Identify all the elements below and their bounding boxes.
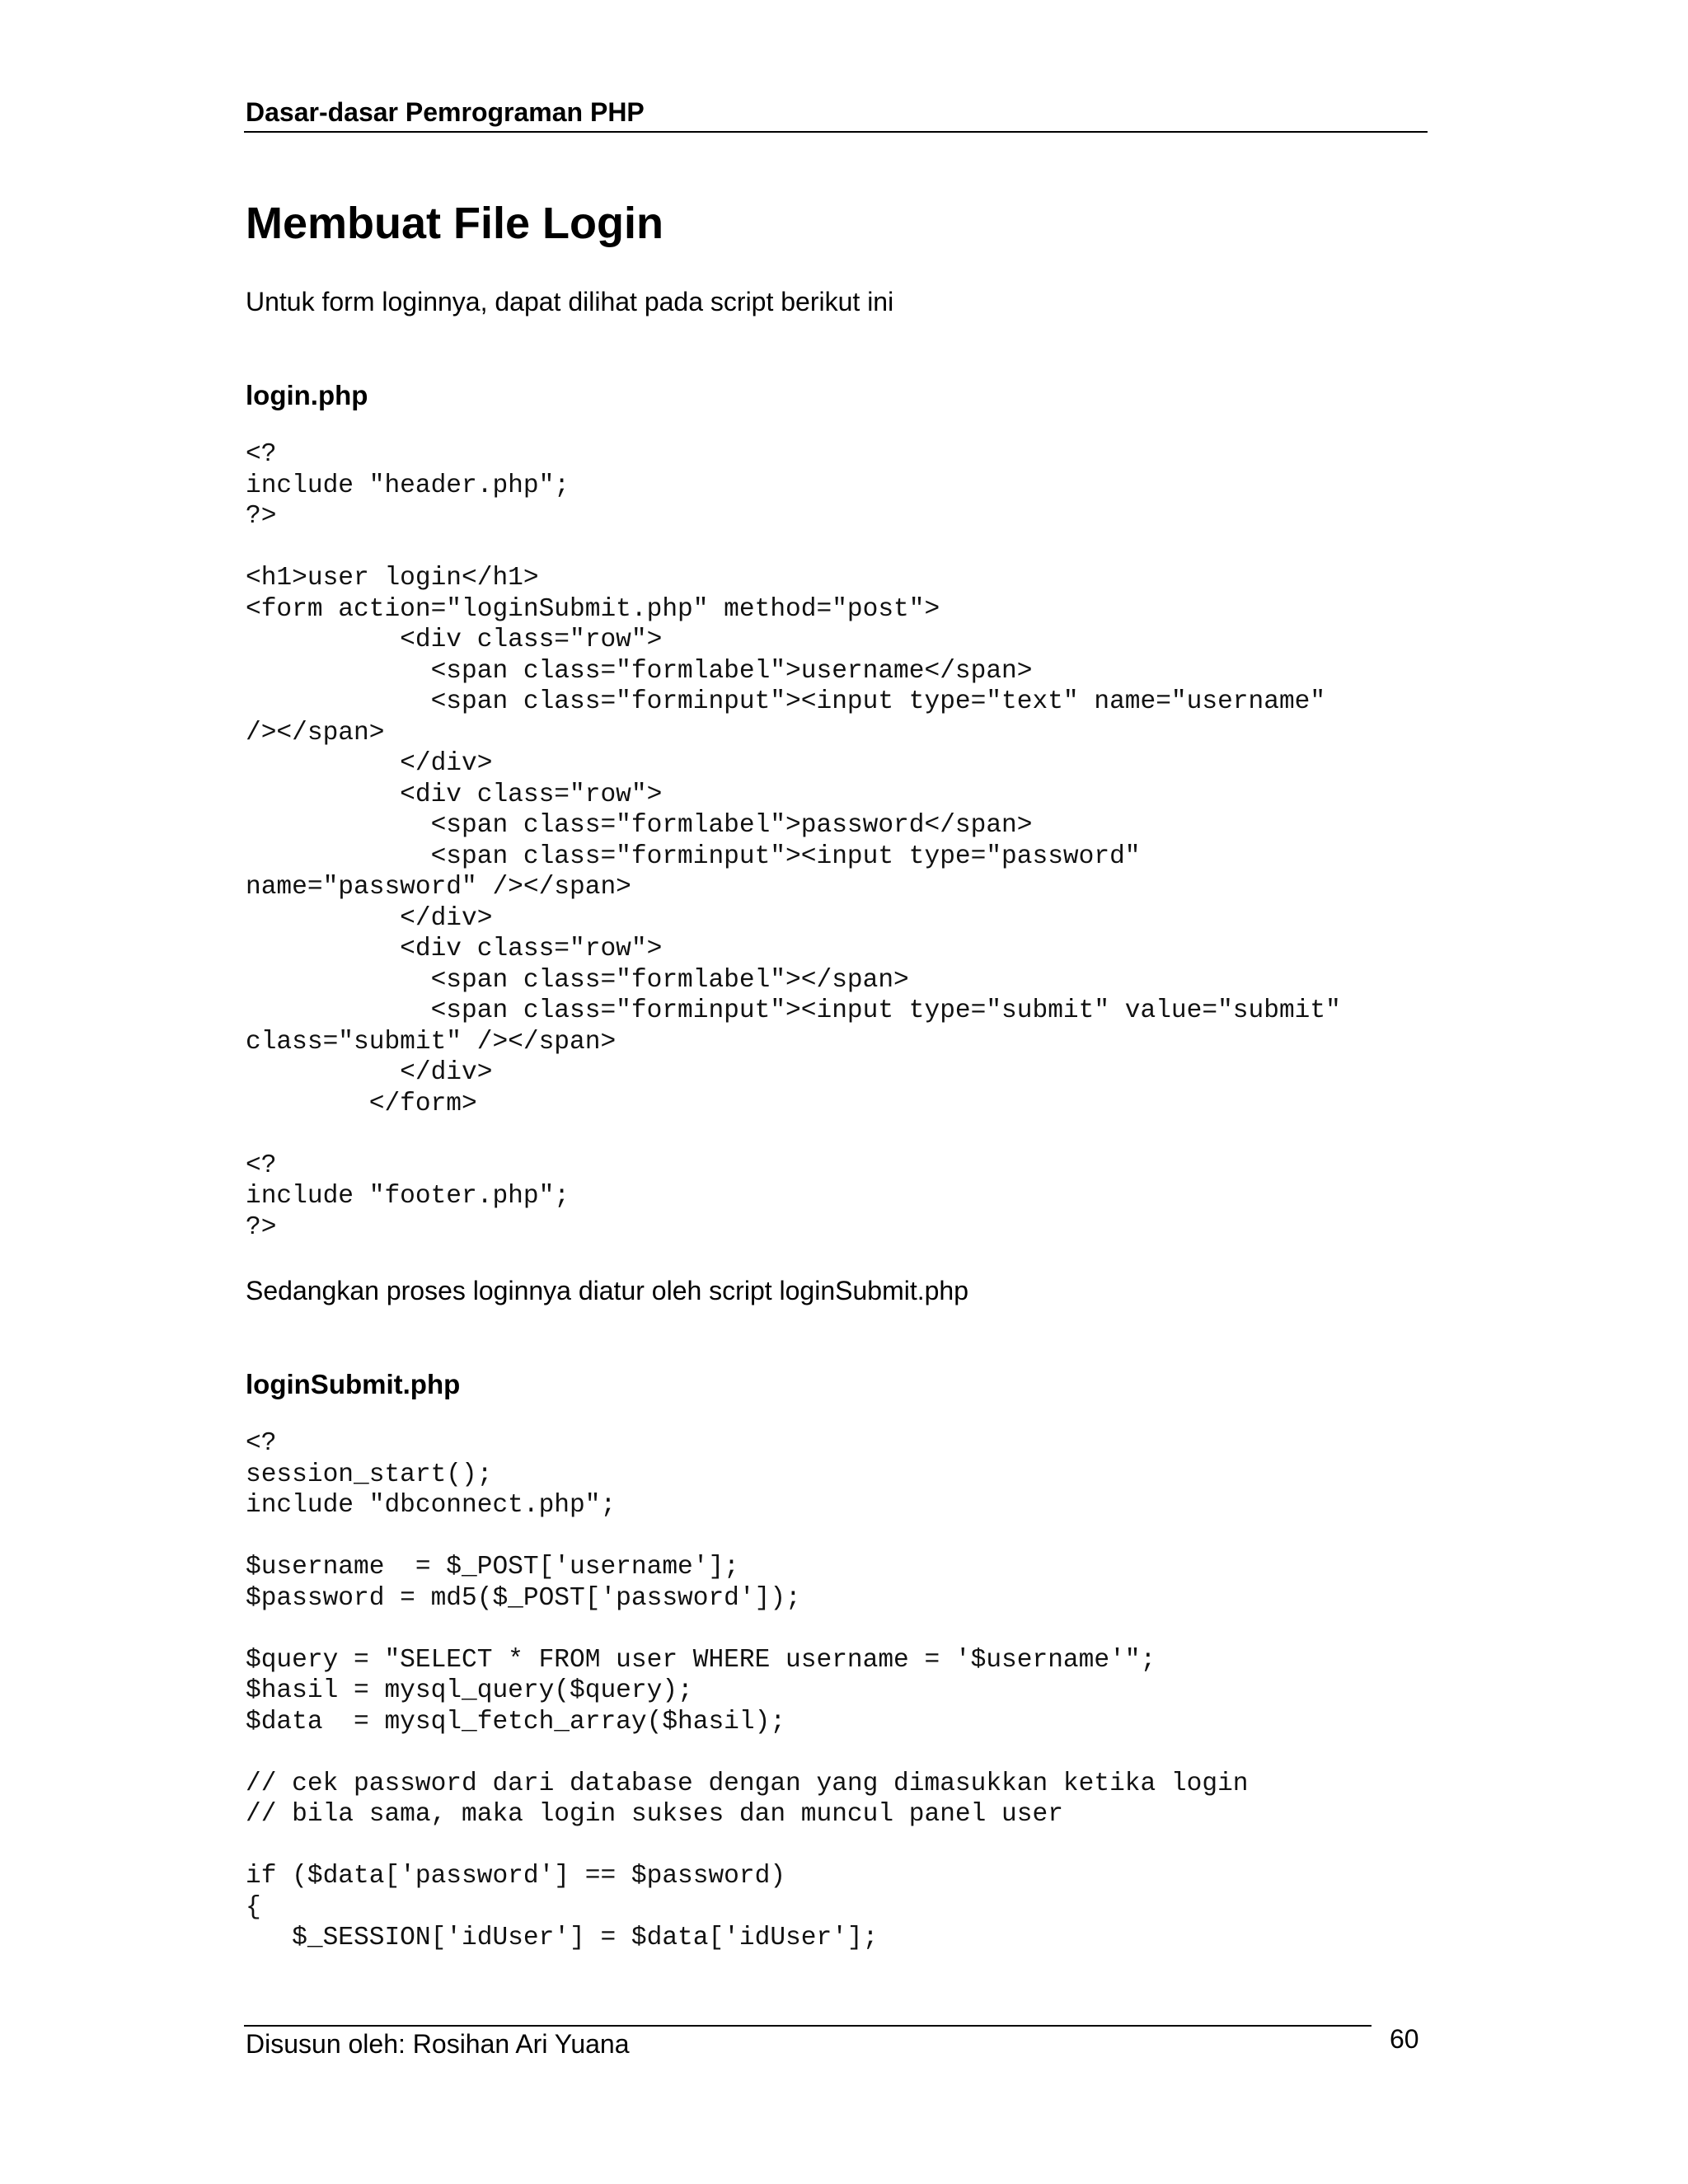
page-number: 60 [1390, 2024, 1419, 2054]
page-title: Membuat File Login [246, 199, 663, 248]
code-block-login: <? include "header.php"; ?> <h1>user login</h1> <form action="loginSubmit.php" method="post"> <div class="row"> <span class="formlabel">username</span> <span class="forminput"><input type="text" name="username" /></span> </div> <div class="row"> <span class="formlabel">password</span> <span class="forminput"><input type="password" name="password" /></span> </div> <div class="row"> <span class="formlabel"></span> <span class="forminput"><input type="submit" value="submit" class="submit" /></span> </div> </form> <? include "footer.php"; ?> [246, 440, 1341, 1242]
footer-author: Disusun oleh: Rosihan Ari Yuana [246, 2029, 630, 2059]
filename-heading-login: login.php [246, 380, 368, 410]
transition-paragraph: Sedangkan proses loginnya diatur oleh script loginSubmit.php [246, 1276, 968, 1305]
code-block-loginsubmit: <? session_start(); include "dbconnect.php"; $username = $_POST['username']; $password = md5($_POST['password']); $query = "SELECT * FROM user WHERE username = '$username'"; $hasil = mysql_query($query); $data = mysql_fetch_array($hasil); // cek password dari database dengan yang dimasukkan ketika login // bila sama, maka login sukses dan muncul panel user if ($data['password'] == $password) { $_SESSION['idUser'] = $data['idUser']; [246, 1429, 1249, 1952]
header-rule [244, 131, 1428, 133]
intro-paragraph: Untuk form loginnya, dapat dilihat pada script berikut ini [246, 287, 894, 316]
running-header: Dasar-dasar Pemrograman PHP [246, 97, 645, 127]
filename-heading-loginsubmit: loginSubmit.php [246, 1369, 461, 1399]
